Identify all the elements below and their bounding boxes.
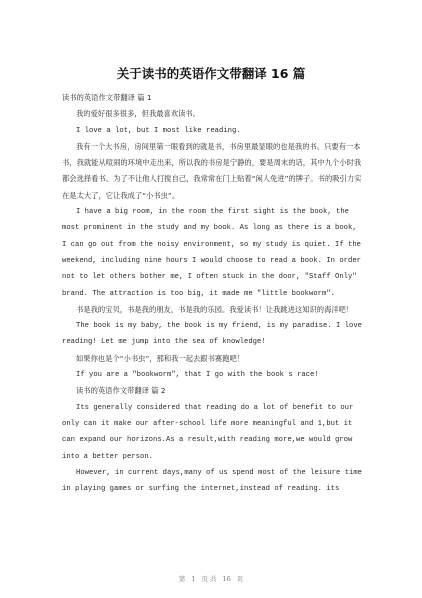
- footer-mid: 页 共: [201, 575, 217, 583]
- section-heading-1: 读书的英语作文带翻译 篇 1: [62, 93, 152, 102]
- paragraph-en-6: However, in current days,many of us spend most of the leisure time in playing games or surfing the internet,instead of reading. its: [62, 468, 362, 494]
- paragraph-en-2: I have a big room, in the room the first sight is the book, the most prominent in the study and my book. As long as there is a book, I can go out from the noisy environment, so my study is quiet. If the weekend, including nine hours I would choose to read a book. In order not to let others bother me, I often stuck in the door, "Staff Only" brand. The attraction is too big, it made me "little bookworm".: [62, 208, 361, 298]
- section-heading-2: 读书的英语作文带翻译 篇 2: [76, 386, 166, 396]
- paragraph-zh-2: 我有一个大书房，房间里第一眼看到的就是书，书房里最显眼的也是我的书。只要有一本书，我就能从喧闹的环境中走出来，所以我的书房是宁静的，要是周末的话，其中九个小时我都会选择看书。为了不让他人打搅自己，我常常在门上贴着“闲人免进”的牌子。书的吸引力实在是太大了，它让我成了“小书虫”。: [62, 141, 362, 200]
- paragraph-en-4: If you are a "bookworm", that I go with the book s race!: [76, 371, 319, 380]
- footer-prefix: 第: [178, 575, 186, 583]
- paragraph-en-5: Its generally considered that reading do a lot of benefit to our only can it make our after-school life more meaningful and 1,but it can expand our horizons.As a result,with reading more,we would grow into a better person.: [62, 403, 354, 461]
- paragraph-en-1: I love a lot, but I most like reading.: [76, 126, 241, 135]
- page-footer: [0, 574, 422, 583]
- paragraph-zh-1: 我的爱好很多很多，但我最喜欢读书。: [76, 109, 201, 119]
- footer-page-number: 1: [191, 575, 196, 583]
- paragraph-zh-4: 如果你也是个“小书虫”，那和我一起去跟书赛跑吧！: [76, 353, 245, 363]
- document-title: 关于读书的英语作文带翻译 16 篇: [116, 66, 306, 81]
- footer-suffix: 页: [236, 575, 244, 583]
- paragraph-en-3: The book is my baby, the book is my friend, is my paradise. I love reading! Let me jump into the sea of knowledge!: [62, 322, 362, 347]
- footer-total-pages: 16: [222, 575, 231, 583]
- document-body: [62, 90, 362, 497]
- paragraph-zh-3: 书是我的宝贝，书是我的朋友，书是我的乐园。我爱读书！让我跳进这知识的海洋吧！: [76, 304, 354, 314]
